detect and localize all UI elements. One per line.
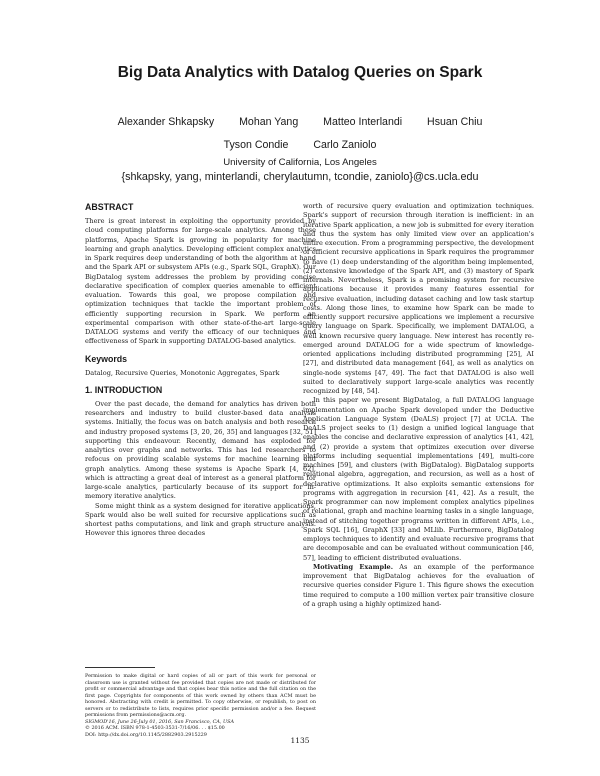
keywords-text: Datalog, Recursive Queries, Monotonic Aggregates, Spark [85,368,280,377]
author-name: Matteo Interlandi [323,116,403,128]
abstract-text: There is great interest in exploiting the opportunity provided by cloud computing platforms for large-scale analytics. Among these platforms, Apache Spark is growing in popularity for machine learning and graph analytics. Developing efficient complex analytics in Spark requires deep understanding of both the algorithm at hand and the Spark API or subsystem APIs (e.g., Spark SQL, GraphX). Our BigDatalog system addresses the problem by providing concise declarative specification of complex queries amenable to efficient evaluation. Towards this goal, we propose compilation and optimization techniques that tackle the important problem of efficiently supporting recursion in Spark. We perform an experimental comparison with other state-of-the-art large-scale DATALOG systems and verify the efficacy of our techniques and effectiveness of Spark in supporting DATALOG-based analytics. [85,217,316,346]
motivating-example-lead: Motivating Example. [313,562,394,571]
author-name: Hsuan Chiu [427,116,483,128]
right-column [303,202,534,609]
left-column [85,202,316,539]
introduction-heading: 1. INTRODUCTION [85,384,163,395]
author-emails: {shkapsky, yang, minterlandi, cherylautumn, tcondie, zaniolo}@cs.ucla.edu [121,171,479,183]
intro-paragraph-2: Some might think as a system designed for iterative applications, Spark would also be well suited for recursive applications such as shortest paths computations, and link and graph structure analysis. However this ignores three decades [85,501,316,538]
paper-title: Big Data Analytics with Datalog Queries on Spark [117,64,483,81]
permission-text: Permission to make digital or hard copies of all or part of this work for personal or classroom use is granted without fee provided that copies are not made or distributed for profit or commercial advantage and that copies bear this notice and the full citation on the first page. Copyrights for components of this work owned by others than ACM must be honored. Abstracting with credit is permitted. To copy otherwise, or republish, to post on servers or to redistribute to lists, requires prior specific permission and/or a fee. Request permissions from permissions@acm.org. [85,673,316,718]
author-row-2 [60,139,540,151]
affiliation: University of California, Los Angeles [223,157,377,168]
keywords-heading: Keywords [85,353,128,364]
right-paragraph-1: worth of recursive query evaluation and optimization techniques. Spark's support of recursion through iteration is inefficient: in an iterative Spark application, a new job is submitted for every iteration and thus the system has only limited view over an application's entire execution. From a programming perspective, the development of efficient recursive applications in Spark requires the programmer to have (1) deep understanding of the algorithm being implemented, (2) extensive knowledge of the Spark API, and (3) mastery of Spark internals. Nevertheless, Spark is a promising system for recursive applications because it provides many features essential for recursive evaluation, including dataset caching and low task startup costs. Along those lines, to examine how Spark can be made to efficiently support recursive applications we implement a recursive query language on Spark. Specifically, we implement DATALOG, a well known recursive query language. New interest has recently re-emerged around DATALOG for a wide spectrum of knowledge-oriented applications including distributed programming [25], AI [27], and distributed data management [64], as well as analytics on single-node systems [47, 49]. The fact that DATALOG is also well suited to declaratively support large-scale analytics was recently recognized by [48, 54]. [303,202,534,395]
intro-paragraph-1: Over the past decade, the demand for analytics has driven both researchers and industry to build cluster-based data analysis systems. Initially, the focus was on batch analysis and both research and industry proposed systems [3, 20, 26, 35] and languages [32, 51] supporting this endeavour. Recently, demand has exploded for analytics over graphs and networks. This has led researchers to refocus on providing scalable systems for machine learning and graph analytics. Among these systems is Apache Spark [4, 62], which is attracting a great deal of interest as a general platform for large-scale analytics, particularly because of its support for in-memory iterative analytics. [85,399,316,501]
author-row-1 [60,116,540,128]
right-paragraph-3 [303,563,534,609]
author-name: Tyson Condie [223,139,289,151]
motivating-example-text: As an example of the performance improvement that BigDatalog achieves for the evaluation of recursive queries consider Figure 1. This figure shows the execution time required to compute a 100 million vertex pair transitive closure of a graph using a highly optimized hand- [303,562,534,608]
footnote-rule [85,667,155,668]
doi-link[interactable]: DOI: http://dx.doi.org/10.1145/2882903.2915229 [85,731,207,738]
right-paragraph-2: In this paper we present BigDatalog, a full DATALOG language implementation on Apache Spark developed under the Deductive Application Language System (DeALS) project [7] at UCLA. The DeALS project seeks to (1) design a unified logical language that enables the concise and declarative expression of analytics [41, 42], and (2) provide a system that optimizes execution over diverse platforms including sequential implementations [49], multi-core machines [59], and clusters (with BigDatalog). BigDatalog supports relational algebra, aggregation, and recursion, as well as a host of declarative optimizations. It also exploits semantic extensions for programs with aggregation in recursion [41, 42]. As a result, the Spark programmer can now implement complex analytics pipelines of relational, graph and machine learning tasks in a single language, instead of stitching together programs written in different APIs, i.e., Spark SQL [16], GraphX [33] and MLlib. Furthermore, BigDatalog employs techniques to identify and evaluate recursive programs that are decomposable and can be evaluated without communication [46, 57], leading to efficient distributed evaluations. [303,396,534,562]
page-number: 1135 [290,736,310,745]
venue-line: SIGMOD'16, June 26-July 01, 2016, San Francisco, CA, USA [85,718,235,725]
permission-notice [85,673,316,738]
author-name: Carlo Zaniolo [313,139,377,151]
abstract-heading: ABSTRACT [85,202,134,212]
copyright-line: © 2016 ACM. ISBN 978-1-4503-3531-7/16/06. . . $15.00 [85,725,225,731]
author-name: Mohan Yang [239,116,299,128]
author-name: Alexander Shkapsky [117,116,215,128]
